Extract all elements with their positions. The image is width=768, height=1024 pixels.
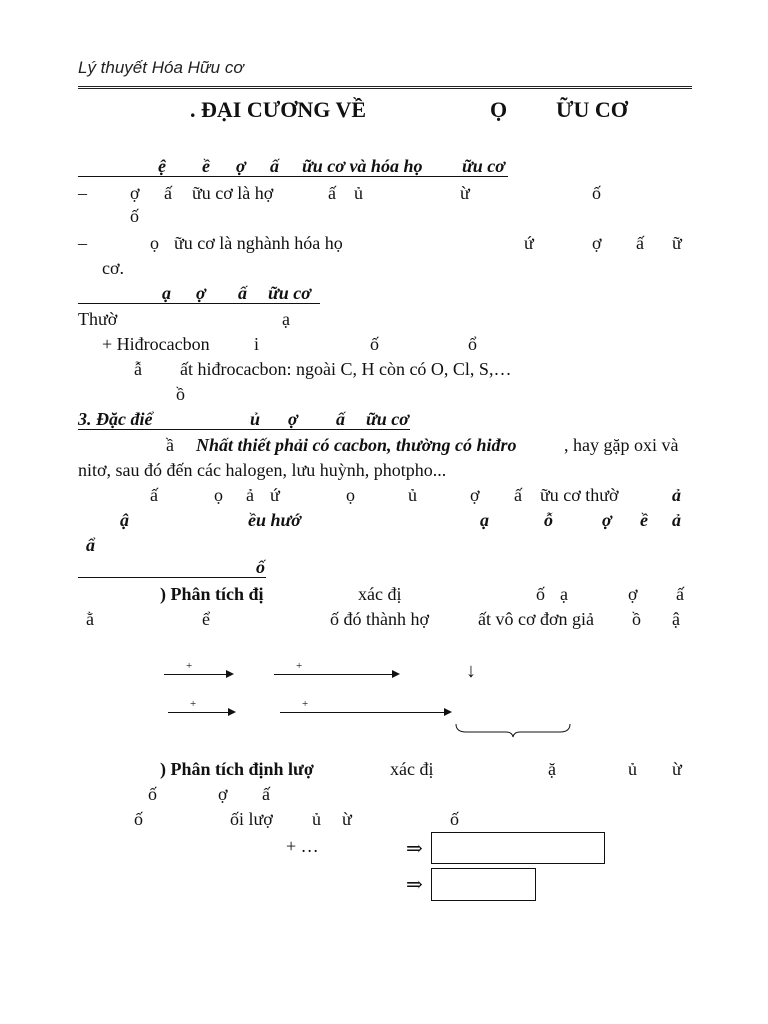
text-fragment: + Hiđrocacbon <box>102 334 210 354</box>
answer-box <box>431 868 536 901</box>
reaction-arrow <box>274 674 392 675</box>
text-fragment: cơ. <box>102 258 125 278</box>
section4-heading-underline <box>78 577 266 578</box>
text-fragment: ạ <box>560 584 568 604</box>
text-fragment: ợ <box>218 784 228 804</box>
text-fragment: ất hiđrocacbon: ngoài C, H còn có O, Cl, S,… <box>180 359 512 379</box>
emphasis-text: Nhất thiết phải có cacbon, thường có hiđro <box>196 435 517 455</box>
text-fragment: ả <box>246 485 254 505</box>
text-fragment: ều hướ <box>248 510 301 530</box>
text-fragment: ẫ <box>134 359 142 379</box>
text-fragment: ạ <box>480 510 489 530</box>
text-fragment: ủ <box>628 759 637 779</box>
text-fragment: + … <box>286 836 319 856</box>
implies-arrow-icon: ⇒ <box>406 838 423 860</box>
text-fragment: ố <box>450 809 459 829</box>
text-fragment: ổ <box>468 334 477 354</box>
text-fragment: ả <box>672 510 681 530</box>
plus-sign: + <box>186 660 193 672</box>
text-fragment: ố đó thành hợ <box>330 609 430 629</box>
text-fragment: ỗ <box>544 510 553 530</box>
section3-heading: ợ <box>288 409 298 429</box>
section2-heading: ạ <box>162 283 171 303</box>
section2-heading: ữu cơ <box>268 283 311 303</box>
section2-heading-underline <box>78 303 320 304</box>
section2-heading: ấ <box>238 283 247 303</box>
text-fragment: ấ <box>164 183 172 203</box>
text-fragment: ứ <box>524 233 534 253</box>
text-fragment: ấ <box>262 784 270 804</box>
text-fragment: ữu cơ thườ <box>540 485 619 505</box>
text-fragment: , hay gặp oxi và <box>564 435 679 455</box>
text-fragment: ối lượ <box>230 809 273 829</box>
arrow-head-icon <box>226 670 234 678</box>
text-fragment: ố <box>370 334 379 354</box>
section1-heading: ữu cơ <box>462 156 505 176</box>
text-fragment: ợ <box>628 584 638 604</box>
arrow-head-icon <box>392 670 400 678</box>
implies-arrow-icon: ⇒ <box>406 874 423 896</box>
section1-heading: ữu cơ và hóa họ <box>302 156 423 176</box>
text-fragment: ấ <box>676 584 684 604</box>
section3-heading: 3. Đặc điể <box>78 409 153 429</box>
text-fragment: ố <box>592 183 601 203</box>
answer-box <box>431 832 605 864</box>
section2-heading: ợ <box>196 283 206 303</box>
text-fragment: ấ <box>150 485 158 505</box>
subsection-b-label: ) Phân tích định lượ <box>160 759 314 779</box>
text-fragment: ọ <box>150 233 159 253</box>
text-fragment: ể <box>202 609 210 629</box>
section1-heading: ấ <box>270 156 279 176</box>
chapter-title-part2: Ọ <box>490 97 508 122</box>
text-fragment: ất vô cơ đơn giả <box>478 609 595 629</box>
text-fragment: ừ <box>672 759 682 779</box>
text-fragment: ấ <box>636 233 644 253</box>
text-fragment: ủ <box>312 809 321 829</box>
plus-sign: + <box>302 698 309 710</box>
text-fragment: ẩ <box>86 535 95 555</box>
text-fragment: ề <box>640 510 648 530</box>
text-fragment: ạ <box>282 309 290 329</box>
text-fragment: ố <box>148 784 157 804</box>
text-fragment: i <box>254 334 260 354</box>
reaction-arrow <box>168 712 228 713</box>
text-fragment: ồ <box>632 609 641 629</box>
section3-heading: ấ <box>336 409 345 429</box>
plus-sign: + <box>190 698 197 710</box>
brace-icon <box>454 722 572 738</box>
text-fragment: ồ <box>176 384 185 404</box>
text-fragment: ả <box>672 485 681 505</box>
reaction-arrow <box>280 712 444 713</box>
section1-heading: ệ <box>158 156 166 176</box>
chapter-title-part1: . ĐẠI CƯƠNG VỀ <box>190 97 367 122</box>
text-fragment: ừ <box>460 183 470 203</box>
text-fragment: ọ <box>346 485 355 505</box>
text-fragment: ợ <box>602 510 612 530</box>
section3-heading: ủ <box>250 409 261 429</box>
text-fragment: ừ <box>342 809 352 829</box>
text-fragment: ặ <box>548 759 556 779</box>
text-fragment: ợ <box>592 233 602 253</box>
text-fragment: ữ <box>672 233 682 253</box>
text-fragment: ọ <box>214 485 223 505</box>
reaction-arrow <box>164 674 226 675</box>
text-fragment: ủ <box>408 485 417 505</box>
text-fragment: xác đị <box>390 759 434 779</box>
text-fragment: ố <box>536 584 545 604</box>
text-fragment: ố <box>130 206 139 226</box>
precipitate-down-arrow-icon: ↓ <box>466 660 476 682</box>
section3-heading: ữu cơ <box>366 409 409 429</box>
section1-heading-underline <box>78 176 508 177</box>
text-fragment: ằ <box>86 609 94 629</box>
section3-heading-underline <box>78 429 410 430</box>
text-fragment: ậ <box>120 510 129 530</box>
section4-heading: ố <box>256 557 265 577</box>
text-fragment: ấ <box>328 183 336 203</box>
chapter-title-part3: ỮU CƠ <box>556 97 628 122</box>
text-fragment: xác đị <box>358 584 402 604</box>
section1-heading: ợ <box>236 156 246 176</box>
text-fragment: ấ <box>514 485 522 505</box>
text-fragment: ậ <box>672 609 680 629</box>
text-fragment: ữu cơ là hợ <box>192 183 274 203</box>
section1-heading: ề <box>202 156 210 176</box>
plus-sign: + <box>296 660 303 672</box>
text-fragment: Thườ <box>78 309 118 329</box>
text-fragment: ữu cơ là nghành hóa họ <box>174 233 343 253</box>
arrow-head-icon <box>228 708 236 716</box>
bullet-dash: – <box>78 183 87 203</box>
arrow-head-icon <box>444 708 452 716</box>
text-fragment: nitơ, sau đó đến các halogen, lưu huỳnh, photpho... <box>78 460 447 480</box>
subsection-a-label: ) Phân tích đị <box>160 584 264 604</box>
text-fragment: ợ <box>130 183 140 203</box>
text-fragment: ố <box>134 809 143 829</box>
header-rule <box>78 86 692 89</box>
text-fragment: ợ <box>470 485 480 505</box>
text-fragment: ủ <box>354 183 363 203</box>
bullet-dash: – <box>78 233 87 253</box>
text-fragment: ầ <box>166 435 174 455</box>
text-fragment: ứ <box>270 485 280 505</box>
document-header: Lý thuyết Hóa Hữu cơ <box>78 58 244 77</box>
